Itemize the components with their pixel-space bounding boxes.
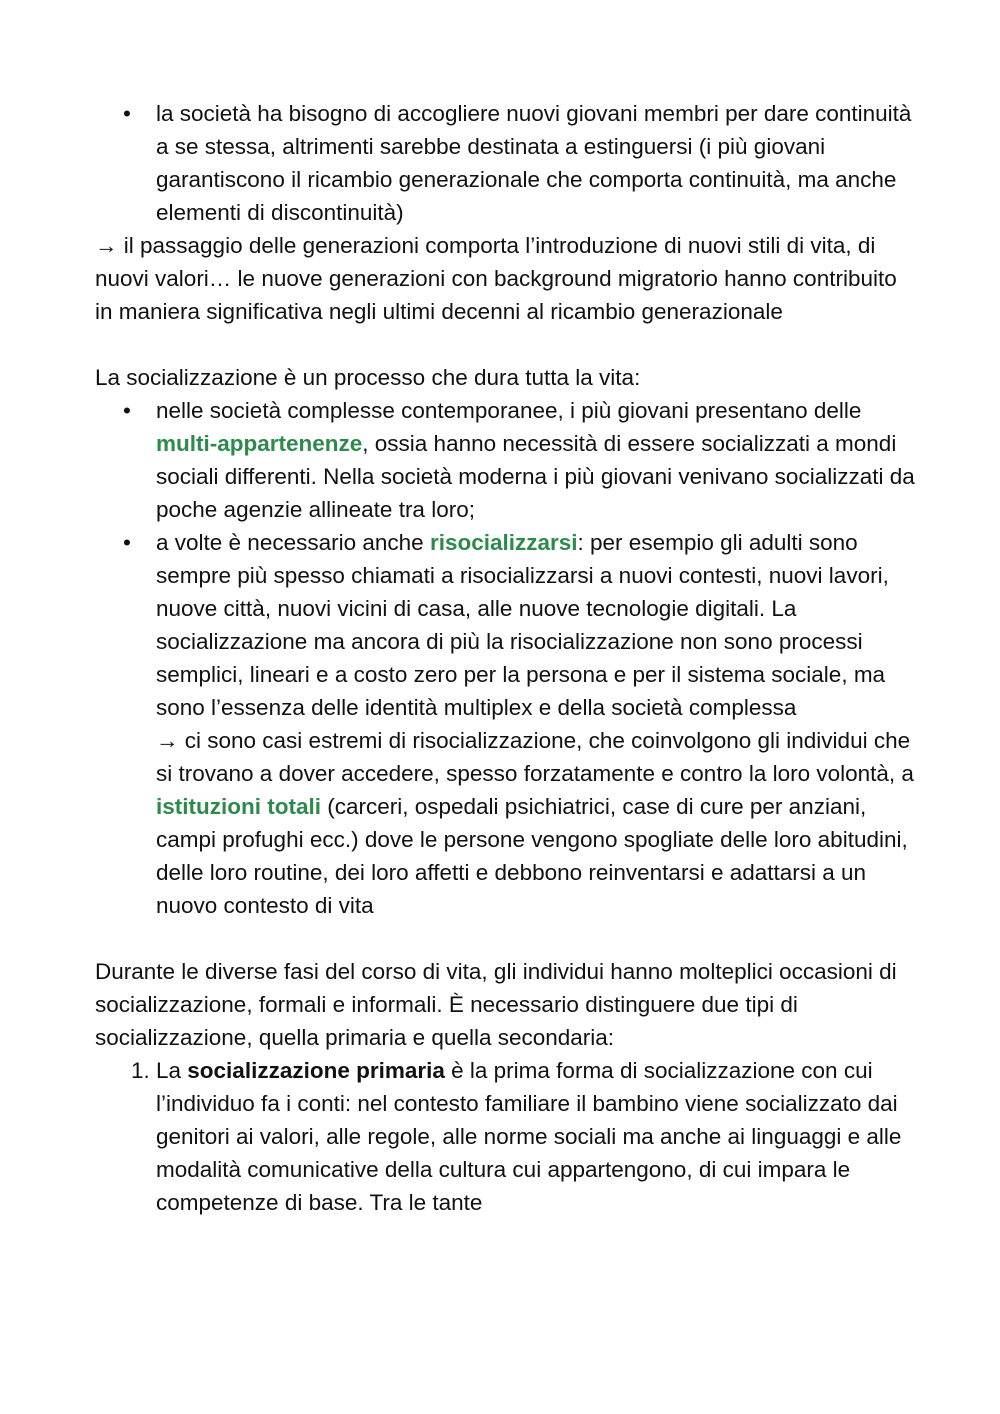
list-item-text: la società ha bisogno di accogliere nuovi giovani membri per dare continuità a se stessa, altrimenti sarebbe destinata a estinguersi (i più giovani garantiscono il ricambio generazionale che comporta continuità, ma anche elementi di discontinuità) [156,101,912,225]
text-segment: , ossia hanno necessità di essere socializzati a mondi sociali differenti. Nella società moderna i più giovani venivano socializzati da poche agenzie allineate tra loro; [156,431,915,522]
text-segment: → ci sono casi estremi di risocializzazione, che coinvolgono gli individui che si trovano a dover accedere, spesso forzatamente e contro la loro volontà, a [156,728,914,786]
bullet-icon: • [123,530,131,555]
arrow-note [156,724,915,922]
bullet-list-socialization [95,394,915,922]
paragraph-lifelong-socialization: La socializzazione è un processo che dura tutta la vita: [95,365,641,390]
text-segment: (carceri, ospedali psichiatrici, case di cure per anziani, campi profughi ecc.) dove le persone vengono spogliate delle loro abitudini, delle loro routine, dei loro affetti e debbono reinventarsi e adattarsi a un nuovo contesto di vita [156,794,908,918]
text-segment: è la prima forma di socializzazione con cui l’individuo fa i conti: nel contesto familiare il bambino viene socializzato dai genitori ai valori, alle regole, alle norme sociali ma anche ai linguaggi e alle modalità comunicative della cultura cui appartengono, di cui impara le competenze di base. Tra le tante [156,1058,902,1215]
numbered-list [95,1054,915,1219]
text-segment: : per esempio gli adulti sono sempre più spesso chiamati a risocializzarsi a nuovi contesti, nuovi lavori, nuove città, nuovi vicini di casa, alle nuove tecnologie digitali. La socializzazione ma ancora di più la risocializzazione non sono processi semplici, lineari e a costo zero per la persona e per il sistema sociale, ma sono l’essenza delle identità multiplex e della società complessa [156,530,889,720]
highlighted-term: multi-appartenenze [156,431,363,456]
text-segment: La [156,1058,188,1083]
highlighted-term: istituzioni totali [156,794,321,819]
bullet-icon: • [123,398,131,423]
list-item [95,97,915,229]
text-segment: nelle società complesse contemporanee, i più giovani presentano delle [156,398,862,423]
highlighted-term: risocializzarsi [429,530,578,555]
spacer [95,922,915,955]
document-page [95,97,915,1219]
bold-term: socializzazione primaria [187,1058,445,1083]
bullet-icon: • [123,101,131,126]
text-segment: a volte è necessario anche [156,530,430,555]
list-number: 1. [131,1058,150,1083]
list-item [95,394,915,526]
list-item [95,1054,915,1219]
spacer [95,328,915,361]
bullet-list-society [95,97,915,229]
paragraph-socialization-types: Durante le diverse fasi del corso di vita, gli individui hanno molteplici occasioni di socializzazione, formali e informali. È necessario distinguere due tipi di socializzazione, quella primaria e quella secondaria: [95,959,897,1050]
arrow-paragraph: → il passaggio delle generazioni comporta l’introduzione di nuovi stili di vita, di nuovi valori… le nuove generazioni con background migratorio hanno contribuito in maniera significativa negli ultimi decenni al ricambio generazionale [95,233,897,324]
list-item [95,526,915,922]
